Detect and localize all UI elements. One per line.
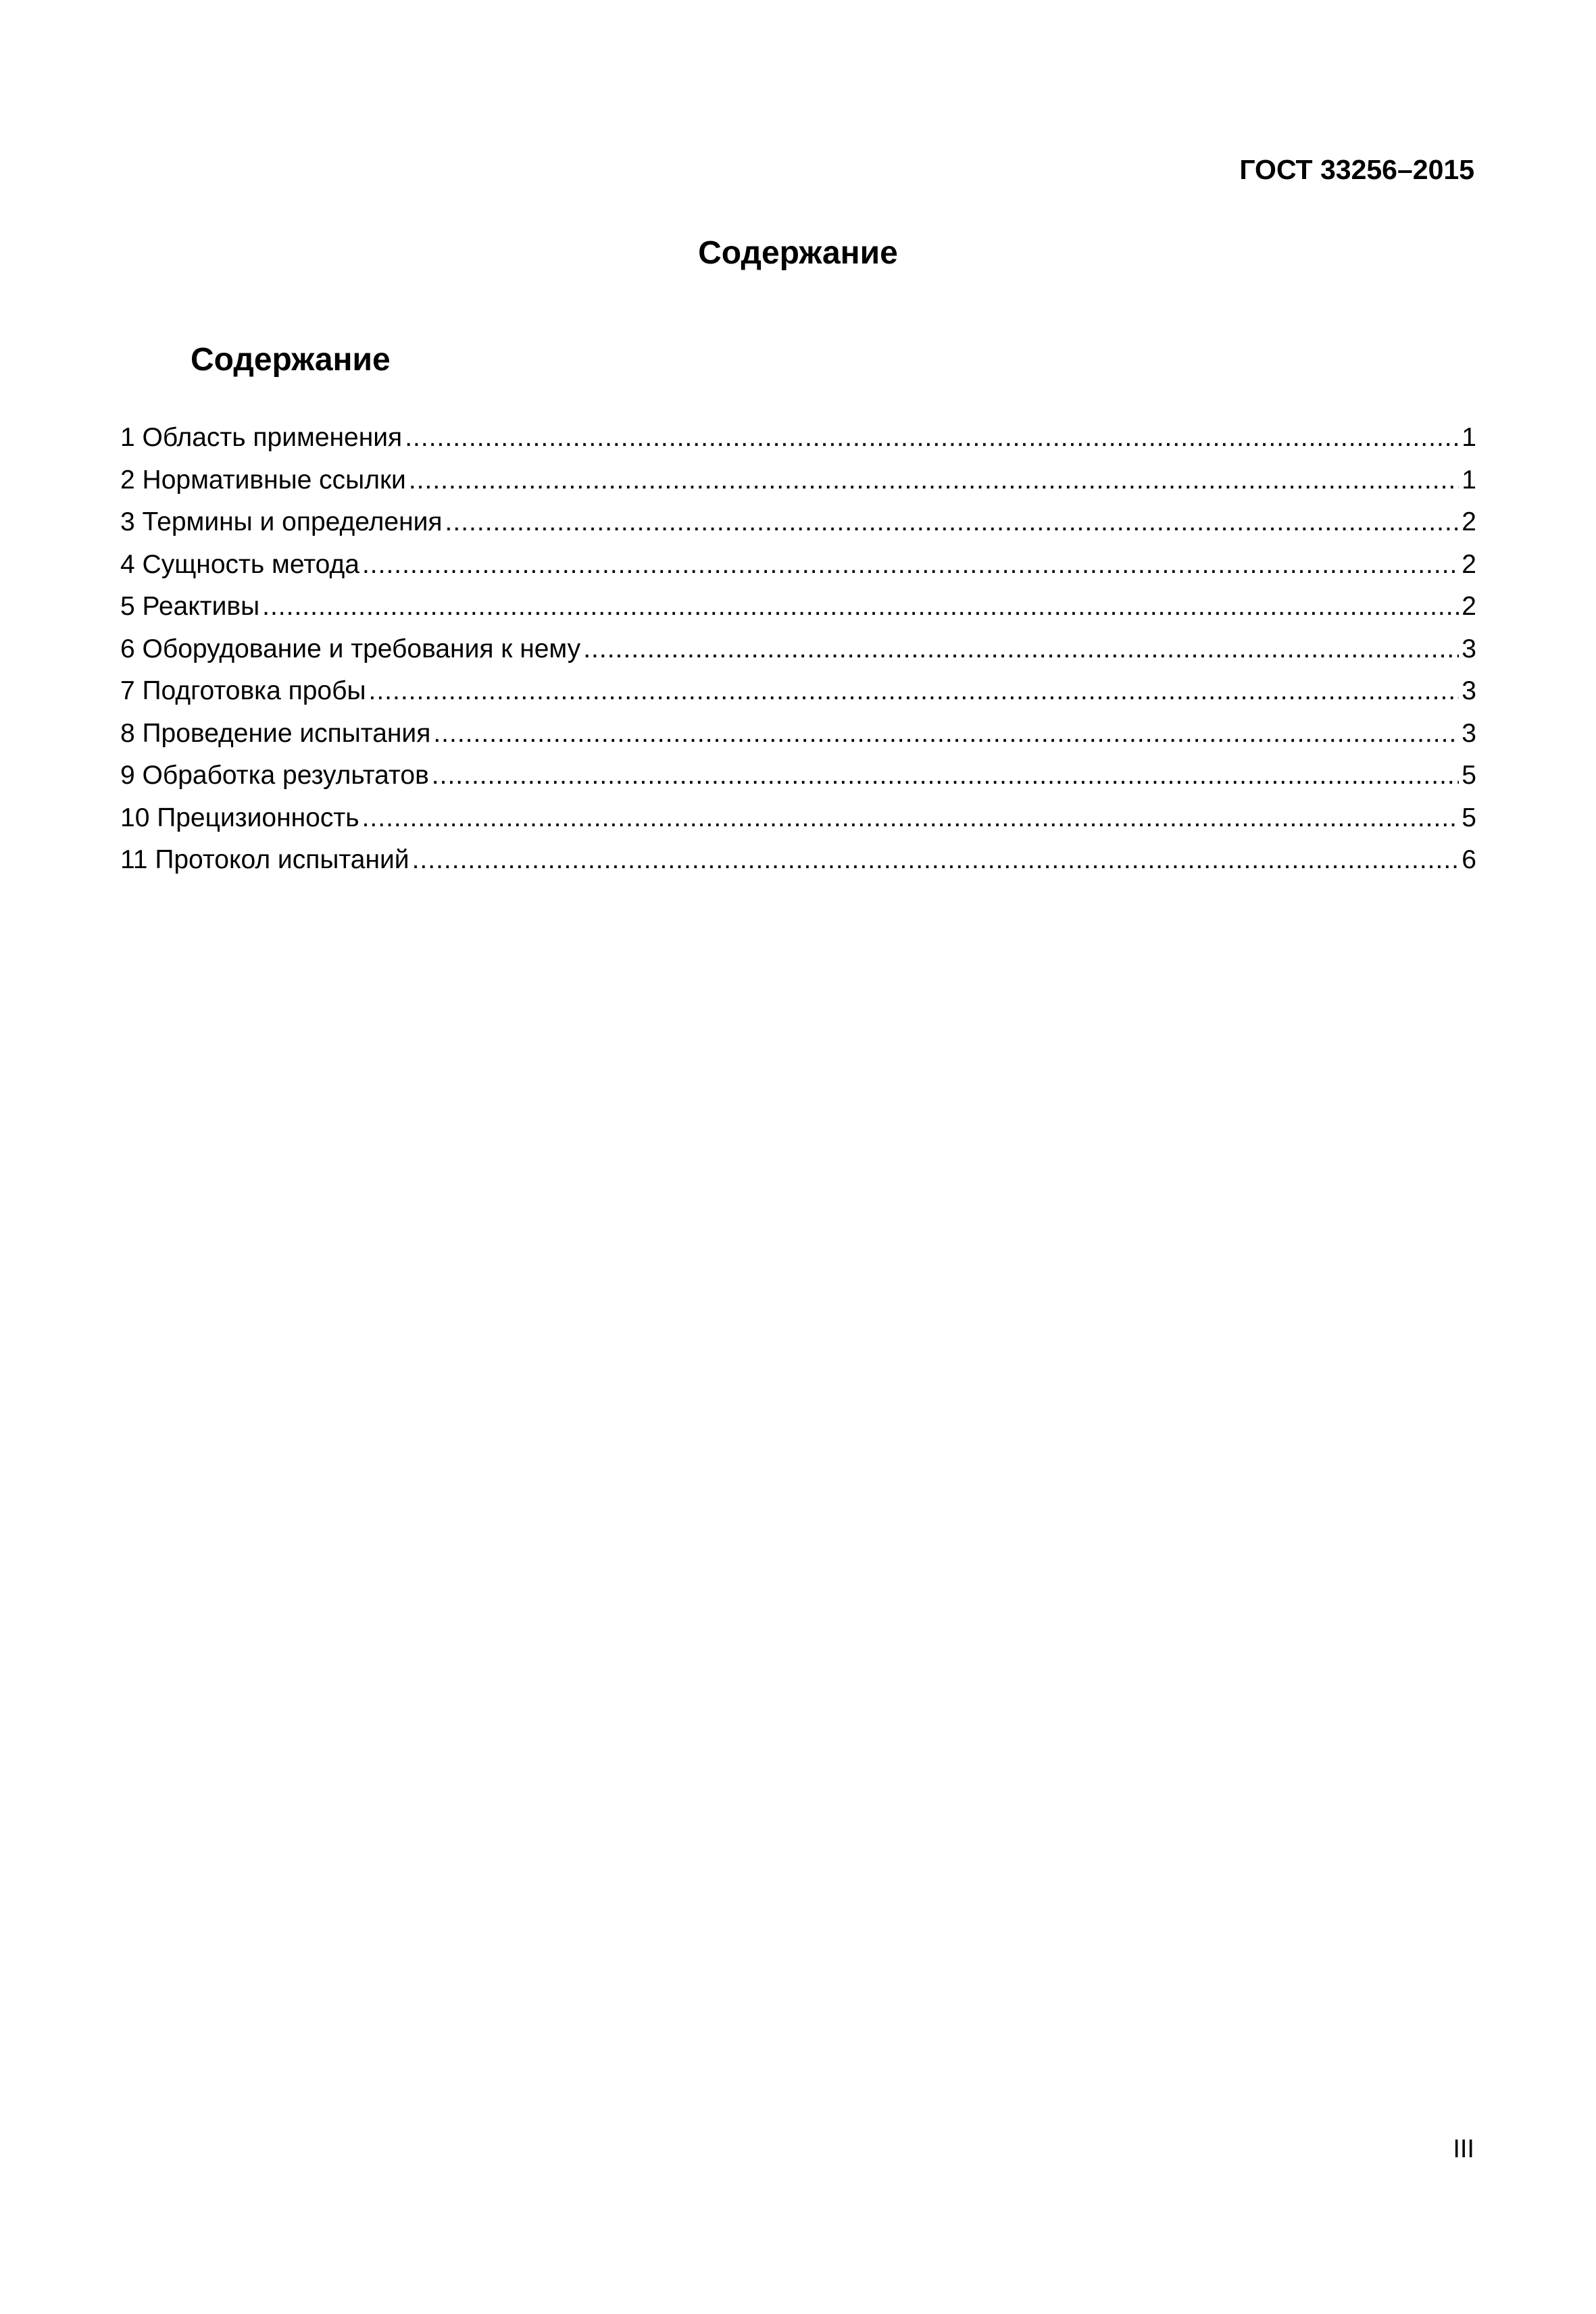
toc-entry-title: 8 Проведение испытания xyxy=(120,718,431,748)
toc-entry[interactable] xyxy=(120,628,1476,671)
toc-entry-title: 10 Прецизионность xyxy=(120,803,359,832)
toc-entry-page: 3 xyxy=(1462,676,1476,705)
toc-entry-page: 3 xyxy=(1462,634,1476,663)
toc-entry-page: 5 xyxy=(1462,803,1476,832)
toc-dot-leader xyxy=(412,839,1460,882)
toc-entry[interactable] xyxy=(120,797,1476,840)
toc-entry-page: 1 xyxy=(1462,423,1476,452)
toc-entry[interactable] xyxy=(120,586,1476,628)
toc-entry-page: 6 xyxy=(1462,845,1476,874)
toc-entry-title: 5 Реактивы xyxy=(120,592,260,621)
toc-entry-page: 2 xyxy=(1462,592,1476,621)
toc-entry-title: 4 Сущность метода xyxy=(120,549,359,579)
toc-dot-leader xyxy=(362,797,1460,840)
toc-entry[interactable] xyxy=(120,544,1476,586)
toc-entry-title: 2 Нормативные ссылки xyxy=(120,465,406,495)
toc-dot-leader xyxy=(262,586,1459,628)
toc-entry[interactable] xyxy=(120,755,1476,797)
toc-entry-page: 3 xyxy=(1462,718,1476,748)
toc-entry[interactable] xyxy=(120,839,1476,882)
toc-entry-page: 2 xyxy=(1462,507,1476,536)
document-code: ГОСТ 33256–2015 xyxy=(1239,154,1474,185)
toc-dot-leader xyxy=(445,501,1460,544)
toc-entry-page: 2 xyxy=(1462,549,1476,579)
toc-entry-title: 7 Подготовка пробы xyxy=(120,676,366,705)
toc-entry-title: 6 Оборудование и требования к нему xyxy=(120,634,581,663)
toc-entry[interactable] xyxy=(120,417,1476,459)
contents-heading: Содержание xyxy=(191,342,391,378)
toc-dot-leader xyxy=(409,459,1459,502)
toc-entry[interactable] xyxy=(120,501,1476,544)
toc-entry[interactable] xyxy=(120,713,1476,755)
toc-entry-title: 1 Область применения xyxy=(120,423,403,452)
toc-entry[interactable] xyxy=(120,670,1476,713)
toc-entry-title: 3 Термины и определения xyxy=(120,507,443,536)
toc-dot-leader xyxy=(432,755,1460,797)
toc-dot-leader xyxy=(405,417,1459,459)
toc-dot-leader xyxy=(369,670,1460,713)
toc-dot-leader xyxy=(362,544,1459,586)
page-title: Содержание xyxy=(698,235,898,271)
toc-entry-page: 1 xyxy=(1462,465,1476,495)
toc-entry-page: 5 xyxy=(1462,761,1476,790)
toc-entry-title: 9 Обработка результатов xyxy=(120,761,429,790)
page-number: III xyxy=(1453,2135,1474,2163)
toc-entry[interactable] xyxy=(120,459,1476,502)
toc-dot-leader xyxy=(583,628,1459,671)
toc-entry-title: 11 Протокол испытаний xyxy=(120,845,409,874)
toc-dot-leader xyxy=(433,713,1459,755)
table-of-contents xyxy=(120,417,1476,882)
